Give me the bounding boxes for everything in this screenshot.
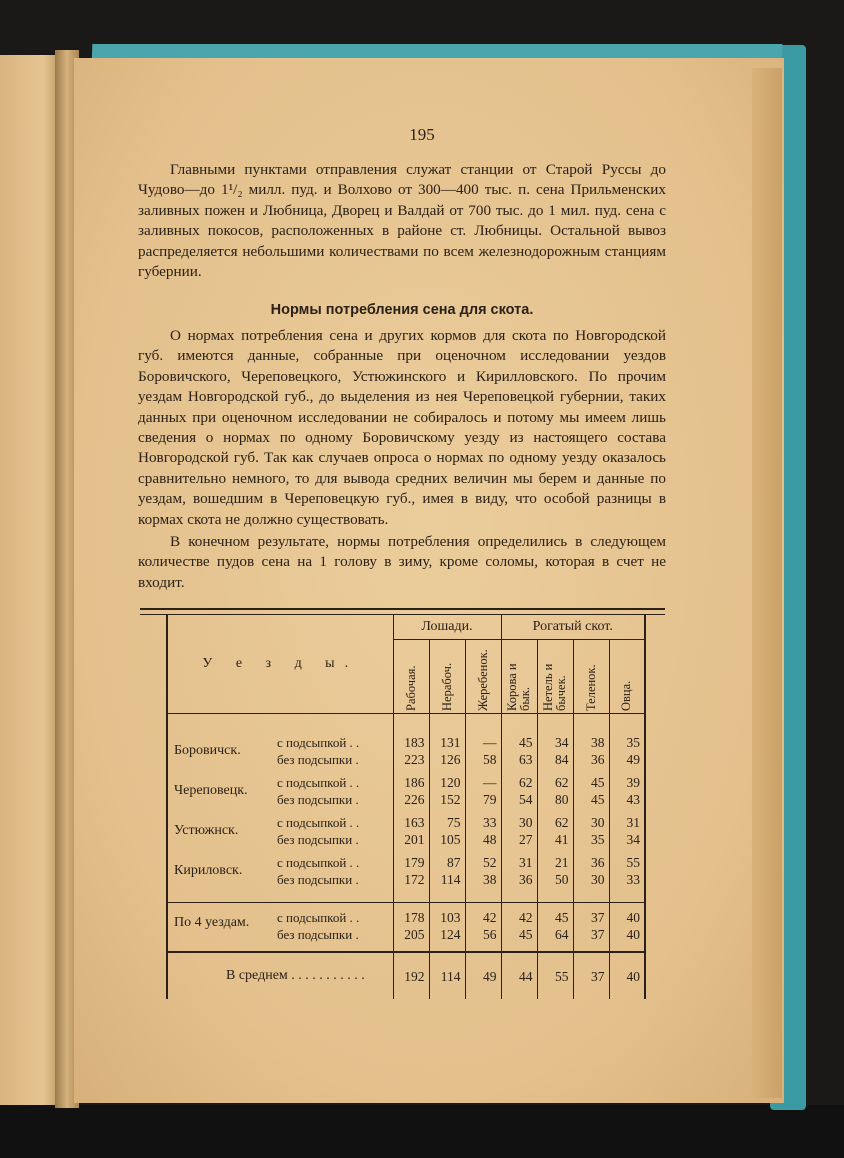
table-row	[167, 774, 645, 791]
table-cell: 152	[429, 791, 465, 808]
table-cell: 80	[537, 791, 573, 808]
hay-norms-table	[166, 615, 646, 999]
table-cell: 179	[393, 854, 429, 871]
table-cell: 62	[537, 774, 573, 791]
table-cell: 43	[609, 791, 645, 808]
paragraph-block-1	[138, 160, 666, 282]
table-cell: 30	[573, 871, 609, 888]
table-cell: 75	[429, 814, 465, 831]
table-cell: 105	[429, 831, 465, 848]
paragraph-block-2	[138, 326, 666, 593]
table-cell: 79	[465, 791, 501, 808]
sub-with: с подсыпкой . .	[277, 734, 360, 750]
table-cell: 40	[609, 903, 645, 927]
table-cell: без подсыпки .	[277, 926, 359, 942]
table-row-average	[167, 952, 645, 999]
table-cell: 35	[609, 734, 645, 751]
table-cell: 63	[501, 751, 537, 768]
column-header: Овца.	[619, 680, 634, 711]
table-cell: 114	[429, 952, 465, 999]
row-name: В среднем . . . . . . . . . . .	[167, 952, 393, 999]
table-cell: 34	[537, 734, 573, 751]
table-cell: 36	[573, 751, 609, 768]
table-top-rule	[140, 608, 665, 615]
table-cell: 226	[393, 791, 429, 808]
table-cell: 50	[537, 871, 573, 888]
row-name: Череповецк.	[167, 774, 277, 808]
table-cell: 31	[501, 854, 537, 871]
table-cell: без подсыпки .	[277, 871, 359, 887]
table-row-total	[167, 903, 645, 927]
table-cell: 87	[429, 854, 465, 871]
table-cell: 33	[609, 871, 645, 888]
table-cell: —	[465, 774, 501, 791]
table-cell: 56	[465, 926, 501, 943]
table-cell: 62	[501, 774, 537, 791]
row-name: По 4 уездам.	[167, 903, 277, 944]
table-cell: 223	[393, 751, 429, 768]
table-cell: 131	[429, 734, 465, 751]
table-cell: 30	[573, 814, 609, 831]
table-cell: 163	[393, 814, 429, 831]
table-cell: 52	[465, 854, 501, 871]
table-cell: без подсыпки .	[277, 791, 359, 807]
table-cell: 172	[393, 871, 429, 888]
table-cell: 126	[429, 751, 465, 768]
paragraph: В конечном результате, нормы потребления определились в следующем количестве пудов сена на 1 голову в зиму, кроме соломы, которая в счет не входит.	[138, 533, 666, 591]
table-cell: 114	[429, 871, 465, 888]
section-heading: Нормы потребления сена для скота.	[270, 302, 534, 318]
table-cell: 62	[537, 814, 573, 831]
table-cell: 44	[501, 952, 537, 999]
table-cell: с подсыпкой . .	[277, 774, 360, 790]
table-cell: 49	[465, 952, 501, 999]
table-cell: —	[465, 734, 501, 751]
table-cell: 27	[501, 831, 537, 848]
table-cell: 55	[609, 854, 645, 871]
table-cell: 45	[537, 903, 573, 927]
paragraph: О нормах потребления сена и других кормов для скота по Новгородской губ. имеются данные, собранные при оценочном исследовании уездов Боровичского, Череповецкого, Устюжинского и Кирилловского. По прочим уездам Новгородской губ., до выделения из нея Череповецкой губернии, таких данных при оценочном исследовании не собиралось и потому мы имеем лишь сведения о нормах по одному Боровичскому уезду из настоящего состава Новгородской губ. Так как случаев опроса о нормах по одному уезду оказалось сравнительно немного, то для вывода средних величин мы берем и данные по уездам, вошедшим в Череповецкую губ., имея в виду, что особой разницы в кормах скота не должно существовать.	[138, 327, 666, 528]
table-cell: с подсыпкой . .	[277, 854, 360, 870]
table-cell: 54	[501, 791, 537, 808]
table-cell: 48	[465, 831, 501, 848]
table-cell: 42	[501, 903, 537, 927]
table-cell: 64	[537, 926, 573, 943]
sub-without: без подсыпки .	[277, 751, 359, 767]
table-cell: 37	[573, 903, 609, 927]
table-cell: 33	[465, 814, 501, 831]
column-header: Корова и бык.	[505, 662, 532, 711]
table-row	[167, 854, 645, 871]
table-cell: 103	[429, 903, 465, 927]
page-number: 195	[409, 125, 435, 144]
table-cell: 186	[393, 774, 429, 791]
table-row	[167, 734, 645, 751]
row-name: Устюжнск.	[167, 814, 277, 848]
group-header-horses: Лошади.	[393, 615, 501, 640]
table-cell: 178	[393, 903, 429, 927]
table-cell: 30	[501, 814, 537, 831]
table-cell: 45	[501, 926, 537, 943]
table-cell: 205	[393, 926, 429, 943]
column-header: Нетель и бычек.	[541, 663, 568, 711]
table-cell: 41	[537, 831, 573, 848]
table-cell: 35	[573, 831, 609, 848]
table-cell: 84	[537, 751, 573, 768]
table-cell: 55	[537, 952, 573, 999]
table-cell: 31	[609, 814, 645, 831]
table-cell: 34	[609, 831, 645, 848]
table-cell: 37	[573, 926, 609, 943]
table-cell: 36	[573, 854, 609, 871]
row-name: Боровичск.	[167, 734, 277, 768]
table-cell: 42	[465, 903, 501, 927]
column-header: Теленок.	[583, 663, 598, 711]
table-cell: 45	[573, 774, 609, 791]
table-cell: 45	[573, 791, 609, 808]
column-header: Жеребенок.	[475, 648, 490, 711]
table-cell: 49	[609, 751, 645, 768]
table-cell: без подсыпки .	[277, 831, 359, 847]
table-cell: 38	[573, 734, 609, 751]
table-cell: 192	[393, 952, 429, 999]
table-cell: 37	[573, 952, 609, 999]
table-cell: 36	[501, 871, 537, 888]
column-header: Рабочая.	[403, 665, 418, 711]
table-cell: 120	[429, 774, 465, 791]
table-cell: 124	[429, 926, 465, 943]
column-header-uyezdy: У е з д ы.	[167, 615, 393, 714]
background	[0, 1105, 844, 1158]
left-page	[0, 55, 62, 1105]
table-cell: 39	[609, 774, 645, 791]
table-cell: 45	[501, 734, 537, 751]
table-cell: 183	[393, 734, 429, 751]
table-cell: 58	[465, 751, 501, 768]
table-row	[167, 814, 645, 831]
table-cell: с подсыпкой . .	[277, 903, 393, 927]
table-cell: 38	[465, 871, 501, 888]
table-cell: 21	[537, 854, 573, 871]
row-name: Кириловск.	[167, 854, 277, 888]
page-edges	[752, 68, 782, 1098]
table-cell: с подсыпкой . .	[277, 814, 360, 830]
paragraph: Главными пунктами отправления служат станции от Старой Руссы до Чудово—до 1¹/₂ милл. пуд. и Волхово от 300—400 тыс. п. сена Прильменских заливных пожен и Любница, Дворец и Валдай от 700 тыс. до 1 мил. пуд. сена с заливных покосов, расположенных в районе ст. Любницы. Остальной вывоз распределяется небольшими количествами по всем железнодорожным станциям губернии.	[138, 161, 666, 281]
table-cell: 201	[393, 831, 429, 848]
group-header-cattle: Рогатый скот.	[501, 615, 645, 640]
table-cell: 40	[609, 952, 645, 999]
table-cell: 40	[609, 926, 645, 943]
column-header: Нерабоч.	[439, 662, 454, 711]
